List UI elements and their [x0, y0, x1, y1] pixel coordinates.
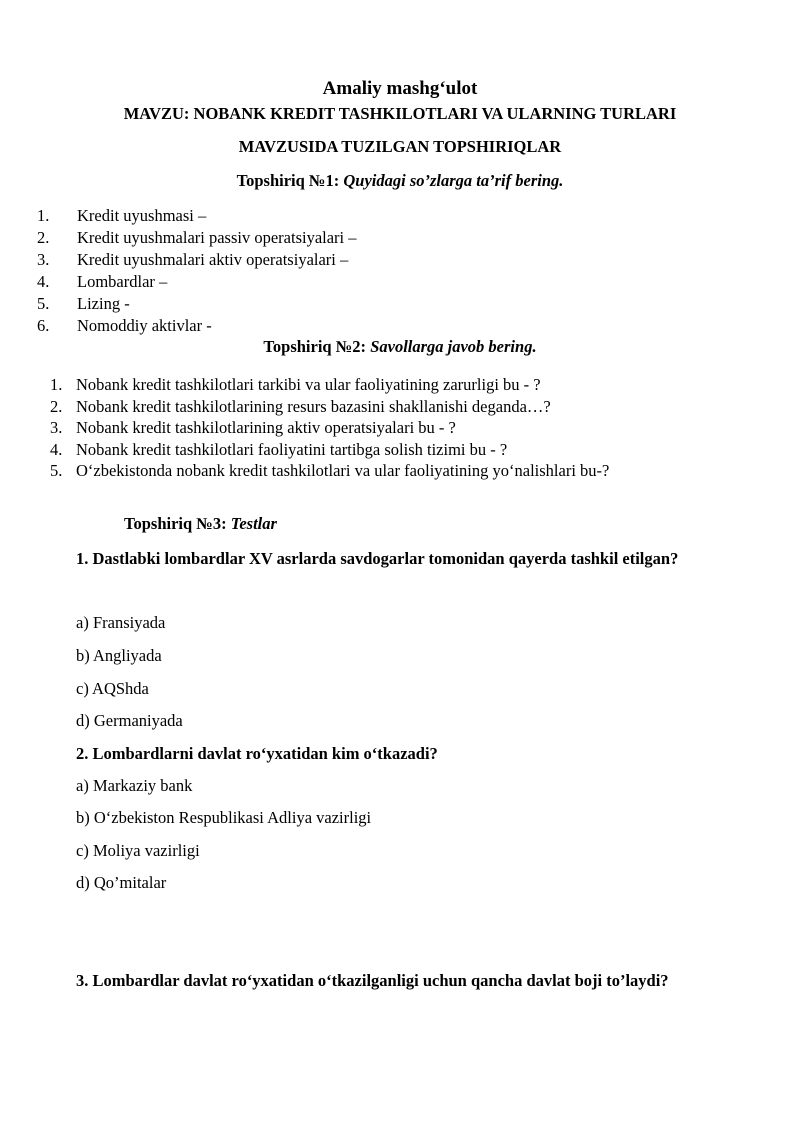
- task2-label: Topshiriq №2:: [263, 337, 367, 356]
- list-item-text: Nobank kredit tashkilotlarining aktiv operatsiyalari bu - ?: [76, 418, 456, 437]
- test-option: c) AQShda: [76, 679, 149, 698]
- task1-label: Topshiriq №1:: [236, 171, 340, 190]
- list-item-text: Nobank kredit tashkilotlari faoliyatini tartibga solish tizimi bu - ?: [76, 439, 508, 459]
- list-item-text: Nomoddiy aktivlar -: [77, 316, 212, 335]
- list-item-number: 6.: [37, 316, 50, 335]
- list-item-text: Nobank kredit tashkilotlarining resurs bazasini shakllanishi deganda…?: [76, 396, 551, 416]
- task3-heading: [124, 514, 277, 534]
- task2-instruction: Savollarga javob bering.: [370, 337, 537, 356]
- list-item-text: Kredit uyushmasi –: [77, 206, 207, 225]
- list-item-number: 3.: [37, 250, 50, 269]
- task1-heading: [0, 171, 800, 191]
- test-option: d) Qo’mitalar: [76, 873, 167, 892]
- test-question-1: 1. Dastlabki lombardlar XV asrlarda savdogarlar tomonidan qayerda tashkil etilgan?: [76, 549, 679, 568]
- list-item-number: 1.: [37, 206, 50, 225]
- test-question-3: 3. Lombardlar davlat ro‘yxatidan o‘tkazilganligi uchun qancha davlat boji to’laydi?: [76, 971, 669, 990]
- test-option: a) Fransiyada: [76, 613, 166, 632]
- list-item-number: 5.: [37, 294, 50, 313]
- list-item-text: Kredit uyushmalari passiv operatsiyalari –: [77, 228, 357, 247]
- test-option: a) Markaziy bank: [76, 776, 193, 795]
- test-option: d) Germaniyada: [76, 711, 183, 730]
- test-option: b) O‘zbekiston Respublikasi Adliya vazirligi: [76, 808, 372, 827]
- test-question-2: 2. Lombardlarni davlat ro‘yxatidan kim o‘tkazadi?: [76, 744, 438, 763]
- list-item-text: Nobank kredit tashkilotlari tarkibi va ular faoliyatining zarurligi bu - ?: [76, 375, 541, 394]
- document-subtitle-line1: MAVZU: NOBANK KREDIT TASHKILOTLARI VA ULARNING TURLARI: [123, 104, 677, 123]
- list-item-text: Lombardlar –: [77, 272, 168, 291]
- list-item-number: 4.: [50, 439, 63, 459]
- list-item-number: 4.: [37, 272, 50, 291]
- task3-instruction: Testlar: [230, 514, 277, 533]
- list-item-number: 5.: [50, 461, 63, 480]
- document-title: Amaliy mashg‘ulot: [322, 78, 478, 99]
- list-item-number: 3.: [50, 418, 63, 437]
- test-option: c) Moliya vazirligi: [76, 841, 200, 860]
- list-item-number: 1.: [50, 375, 63, 394]
- list-item-text: O‘zbekistonda nobank kredit tashkilotlari va ular faoliyatining yo‘nalishlari bu-?: [76, 461, 610, 480]
- document-subtitle-line2: MAVZUSIDA TUZILGAN TOPSHIRIQLAR: [238, 137, 562, 156]
- list-item-text: Lizing -: [77, 294, 130, 313]
- task3-label: Topshiriq №3:: [124, 514, 227, 533]
- list-item-text: Kredit uyushmalari aktiv operatsiyalari –: [77, 250, 349, 269]
- list-item-number: 2.: [50, 396, 63, 416]
- task2-heading: [0, 337, 800, 357]
- test-option: b) Angliyada: [76, 646, 162, 665]
- task1-instruction: Quyidagi so’zlarga ta’rif bering.: [343, 171, 564, 190]
- list-item-number: 2.: [37, 228, 50, 247]
